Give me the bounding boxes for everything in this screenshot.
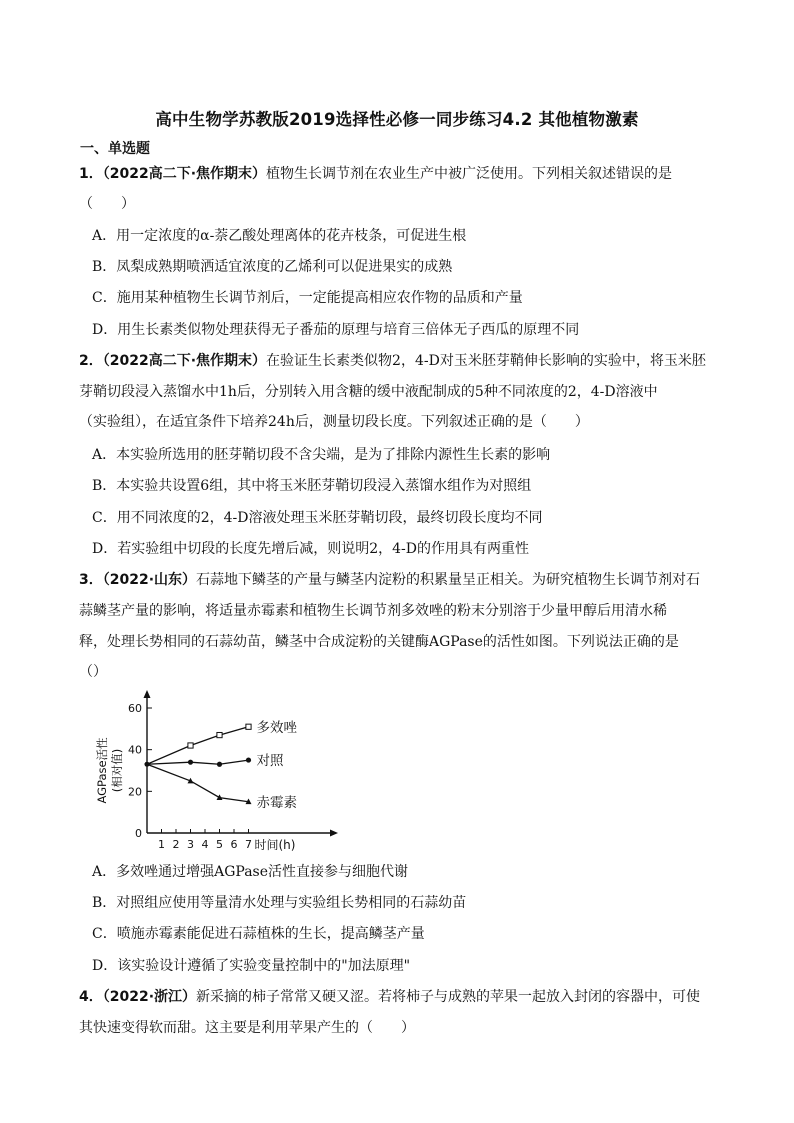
question-4-line-2: 其快速变得软而甜。这主要是利用苹果产生的（ ） xyxy=(79,1020,415,1036)
question-3-line-2: 蒜鳞茎产量的影响，将适量赤霉素和植物生长调节剂多效唑的粉末分别溶于少量甲醇后用清水稀 xyxy=(79,603,667,619)
y-tick-label-20: 20 xyxy=(128,785,142,799)
y-axis-arrow xyxy=(144,690,151,698)
question-4-number: 4． xyxy=(79,989,103,1005)
question-3-option-b: B．对照组应使用等量清水处理与实验组长势相同的石蒜幼苗 xyxy=(92,895,467,911)
series-label-1: 多效唑 xyxy=(256,719,297,736)
series-1-point-2 xyxy=(217,732,222,737)
question-2-number: 2． xyxy=(79,353,103,369)
question-2-line-1 xyxy=(79,351,706,371)
question-1-line-2: （ ） xyxy=(79,196,135,212)
x-tick-label-5: 5 xyxy=(216,838,223,851)
question-3-option-c: C．喷施赤霉素能促进石蒜植株的生长，提高鳞茎产量 xyxy=(92,926,425,942)
question-2-line-3: （实验组），在适宜条件下培养24h后，测量切段长度。下列叙述正确的是（ ） xyxy=(79,414,589,430)
question-1-option-d: D．用生长素类似物处理获得无子番茄的原理与培育三倍体无子西瓜的原理不同 xyxy=(92,322,580,338)
question-2-line-2: 芽鞘切段浸入蒸馏水中1h后，分别转入用含糖的缓中液配制成的5种不同浓度的2，4-D溶液中 xyxy=(79,384,658,400)
x-tick-label-1: 1 xyxy=(158,838,165,851)
question-4-text: 新采摘的柿子常常又硬又涩。若将柿子与成熟的苹果一起放入封闭的容器中，可使 xyxy=(196,989,701,1005)
question-2-option-d: D．若实验组中切段的长度先增后减，则说明2，4-D的作用具有两重性 xyxy=(92,541,529,557)
question-3-line-4: （） xyxy=(79,664,107,680)
question-3-text: 石蒜地下鳞茎的产量与鳞茎内淀粉的积累量呈正相关。为研究植物生长调节剂对石 xyxy=(196,572,701,588)
x-tick-label-7: 7 xyxy=(245,838,252,851)
y-axis-label-line-2: (相对值) xyxy=(110,748,124,793)
question-2-source: （2022高二下·焦作期末） xyxy=(102,353,267,369)
section-heading: 一、单选题 xyxy=(80,141,150,157)
series-line-2 xyxy=(147,760,249,764)
series-2-point-3 xyxy=(246,757,251,762)
question-1-source: （2022高二下·焦作期末） xyxy=(102,166,267,182)
series-line-1 xyxy=(147,727,249,765)
question-3-line-1 xyxy=(79,570,700,590)
series-3-point-2 xyxy=(217,794,223,800)
question-1-text: 植物生长调节剂在农业生产中被广泛使用。下列相关叙述错误的是 xyxy=(266,166,673,182)
question-1-option-c: C．施用某种植物生长调节剂后，一定能提高相应农作物的品质和产量 xyxy=(92,290,523,306)
x-tick-label-4: 4 xyxy=(201,838,209,851)
series-label-2: 对照 xyxy=(256,753,284,770)
y-tick-label-60: 60 xyxy=(128,702,142,715)
series-3-point-0 xyxy=(145,762,150,767)
y-axis-label-line-1: AGPase活性 xyxy=(95,737,109,804)
question-4-line-1 xyxy=(79,987,700,1007)
question-1-option-a: A．用一定浓度的α-萘乙酸处理离体的花卉枝条，可促进生根 xyxy=(92,228,467,244)
y-tick-label-0: 0 xyxy=(135,827,142,840)
question-2-text: 在验证生长素类似物2，4-D对玉米胚芽鞘伸长影响的实验中，将玉米胚 xyxy=(266,353,706,369)
series-2-point-1 xyxy=(188,760,193,765)
question-3-option-d: D．该实验设计遵循了实验变量控制中的"加法原理" xyxy=(92,958,411,974)
question-2-option-b: B．本实验共设置6组，其中将玉米胚芽鞘切段浸入蒸馏水组作为对照组 xyxy=(92,478,532,494)
x-axis-label: 时间(h) xyxy=(254,838,296,852)
question-3-source: （2022·山东） xyxy=(102,572,197,588)
question-2-option-a: A．本实验所选用的胚芽鞘切段不含尖端，是为了排除内源性生长素的影响 xyxy=(92,447,551,463)
x-axis-arrow xyxy=(330,830,338,837)
question-3-number: 3． xyxy=(79,572,103,588)
chart-axes xyxy=(95,690,338,852)
question-1-line-1 xyxy=(79,164,672,184)
question-3-line-3: 释，处理长势相同的石蒜幼苗，鳞茎中合成淀粉的关键酶AGPase的活性如图。下列说法正确的是 xyxy=(79,634,679,650)
question-4-source: （2022·浙江） xyxy=(102,989,197,1005)
chart-series xyxy=(145,720,298,811)
page-title: 高中生物学苏教版2019选择性必修一同步练习4.2 其他植物激素 xyxy=(155,110,639,129)
question-1-number: 1． xyxy=(79,166,103,182)
question-3-option-a: A．多效唑通过增强AGPase活性直接参与细胞代谢 xyxy=(92,864,409,880)
x-tick-label-6: 6 xyxy=(230,838,238,851)
question-1-option-b: B．凤梨成熟期喷洒适宜浓度的乙烯利可以促进果实的成熟 xyxy=(92,259,453,275)
series-label-3: 赤霉素 xyxy=(256,794,297,811)
series-2-point-2 xyxy=(217,762,222,767)
series-1-point-3 xyxy=(246,724,251,729)
series-1-point-1 xyxy=(188,743,193,748)
question-2-option-c: C．用不同浓度的2，4-D溶液处理玉米胚芽鞘切段，最终切段长度均不同 xyxy=(92,510,543,526)
x-tick-label-2: 2 xyxy=(172,838,180,851)
x-tick-label-3: 3 xyxy=(187,838,194,851)
y-tick-label-40: 40 xyxy=(128,743,142,757)
series-line-3 xyxy=(147,764,249,802)
agpase-line-chart xyxy=(90,688,350,856)
